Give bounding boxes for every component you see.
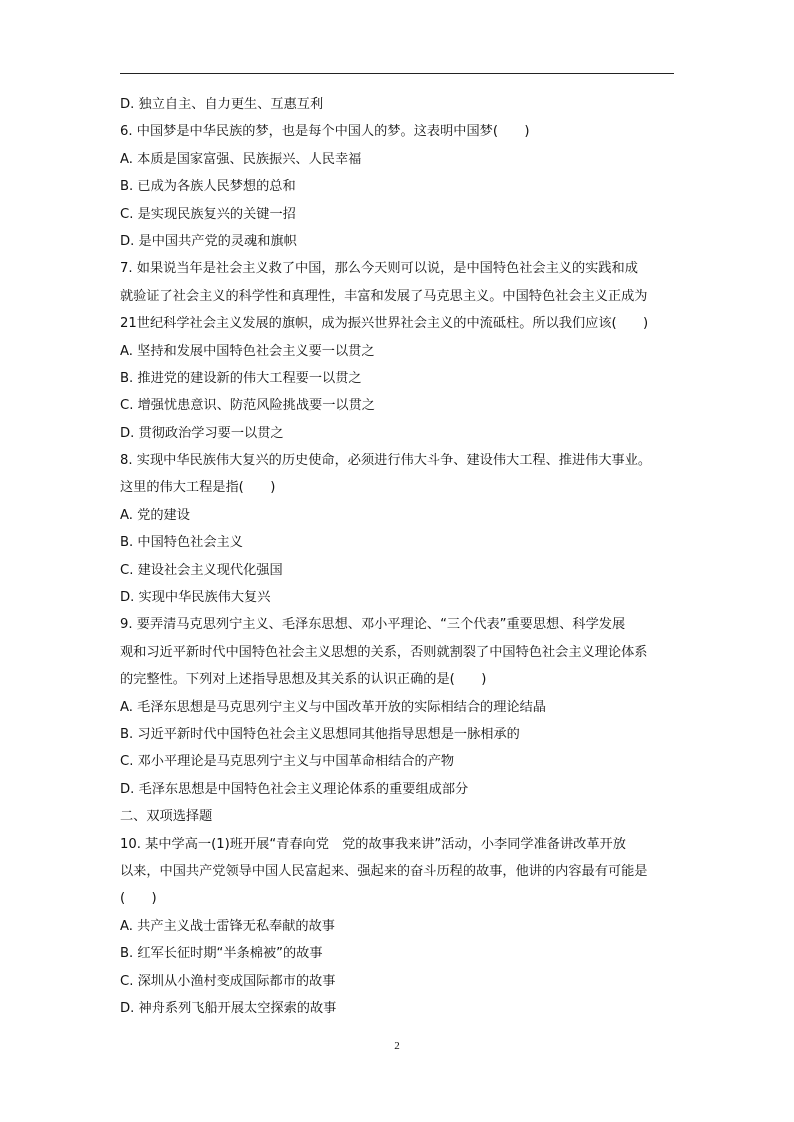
question-7-stem: 7. 如果说当年是社会主义救了中国，那么今天则可以说，是中国特色社会主义的实践和成: [120, 261, 638, 277]
question-9-stem: 的完整性。下列对上述指导思想及其关系的认识正确的是( ): [120, 672, 487, 688]
question-9-stem: 观和习近平新时代中国特色社会主义思想的关系，否则就割裂了中国特色社会主义理论体系: [120, 644, 648, 660]
option-line: B. 红军长征时期“半条棉被”的故事: [120, 946, 323, 962]
option-line: B. 中国特色社会主义: [120, 535, 243, 551]
option-line: A. 本质是国家富强、民族振兴、人民幸福: [120, 151, 362, 167]
option-line: C. 是实现民族复兴的关键一招: [120, 206, 296, 222]
option-line: B. 习近平新时代中国特色社会主义思想同其他指导思想是一脉相承的: [120, 726, 520, 742]
option-line: B. 推进党的建设新的伟大工程要一以贯之: [120, 370, 362, 386]
question-8-stem: 这里的伟大工程是指( ): [120, 480, 276, 496]
option-line: D. 贯彻政治学习要一以贯之: [120, 425, 284, 441]
option-line: D. 实现中华民族伟大复兴: [120, 590, 271, 606]
question-10-stem: 10. 某中学高一(1)班开展“青春向党 党的故事我来讲”活动，小李同学准备讲改革开放: [120, 836, 626, 852]
option-line: D. 是中国共产党的灵魂和旗帜: [120, 233, 297, 249]
option-line: C. 增强忧患意识、防范风险挑战要一以贯之: [120, 398, 375, 414]
question-7-stem: 21世纪科学社会主义发展的旗帜，成为振兴世界社会主义的中流砥柱。所以我们应该( ): [120, 316, 649, 332]
page-number: 2: [394, 1040, 400, 1052]
question-9-stem: 9. 要弄清马克思列宁主义、毛泽东思想、邓小平理论、“三个代表”重要思想、科学发展: [120, 617, 626, 633]
question-10-stem: 以来，中国共产党领导中国人民富起来、强起来的奋斗历程的故事，他讲的内容最有可能是: [120, 863, 648, 879]
option-line: C. 深圳从小渔村变成国际都市的故事: [120, 973, 336, 989]
question-7-stem: 就验证了社会主义的科学性和真理性，丰富和发展了马克思主义。中国特色社会主义正成为: [120, 288, 648, 304]
section-heading: 二、双项选择题: [120, 809, 213, 825]
option-line: C. 建设社会主义现代化强国: [120, 562, 283, 578]
option-line: D. 毛泽东思想是中国特色社会主义理论体系的重要组成部分: [120, 781, 469, 797]
header-rule: [120, 73, 674, 74]
question-6-stem: 6. 中国梦是中华民族的梦，也是每个中国人的梦。这表明中国梦( ): [120, 124, 530, 140]
option-line: B. 已成为各族人民梦想的总和: [120, 179, 296, 195]
question-8-stem: 8. 实现中华民族伟大复兴的历史使命，必须进行伟大斗争、建设伟大工程、推进伟大事业。: [120, 453, 652, 469]
option-line: A. 党的建设: [120, 507, 190, 523]
option-line: A. 坚持和发展中国特色社会主义要一以贯之: [120, 343, 375, 359]
option-line: C. 邓小平理论是马克思列宁主义与中国革命相结合的产物: [120, 754, 455, 770]
option-line: D. 独立自主、自力更生、互惠互利: [120, 97, 324, 112]
option-line: A. 共产主义战士雷锋无私奉献的故事: [120, 918, 335, 934]
document-body: [120, 91, 680, 1022]
question-10-stem: ( ): [120, 891, 157, 907]
option-line: A. 毛泽东思想是马克思列宁主义与中国改革开放的实际相结合的理论结晶: [120, 699, 546, 715]
option-line: D. 神舟系列飞船开展太空探索的故事: [120, 1000, 337, 1016]
